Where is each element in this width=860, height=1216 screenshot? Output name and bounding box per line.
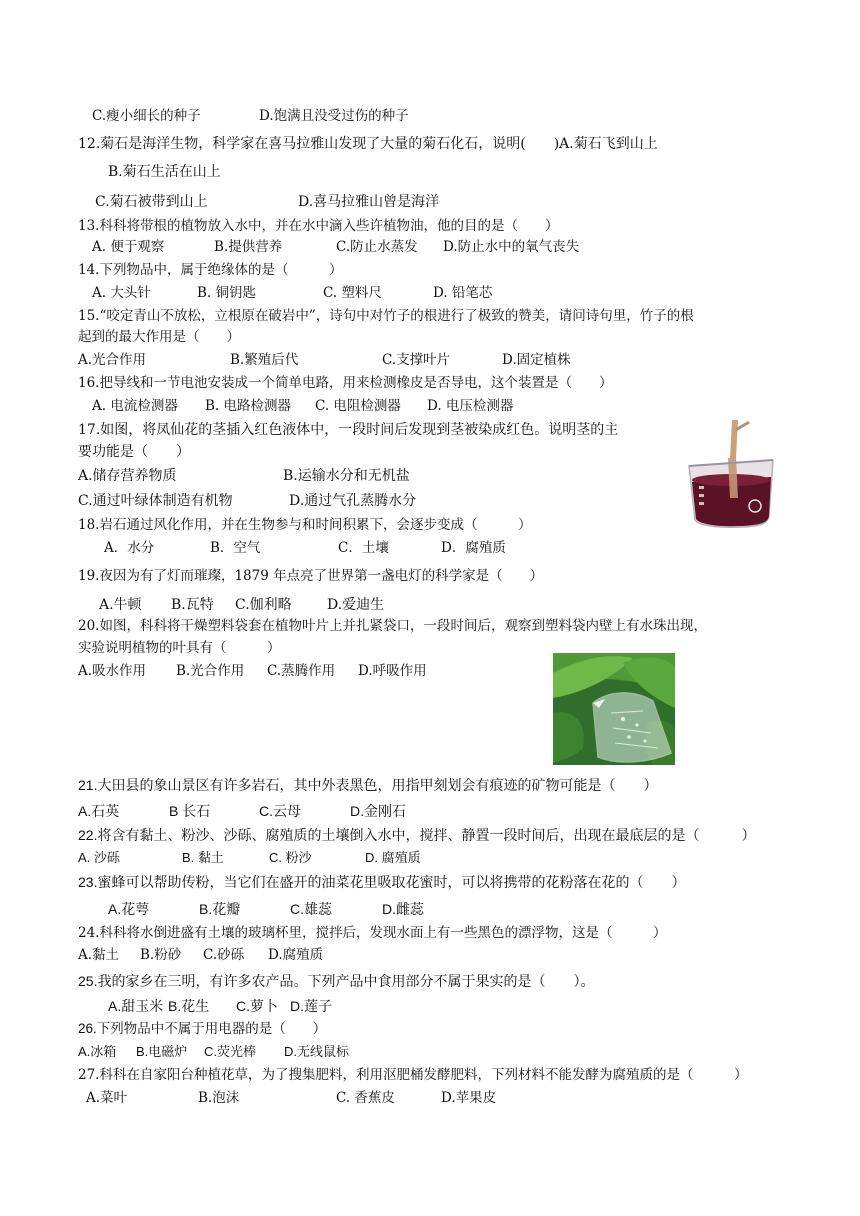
q18-option-c: C．土壤 bbox=[338, 540, 389, 556]
q15-option-b: B.繁殖后代 bbox=[230, 352, 299, 368]
q14-option-d: D. 铅笔芯 bbox=[433, 285, 493, 301]
q22-option-a: A. 沙砾 bbox=[78, 850, 120, 865]
leaf-bag-image bbox=[553, 653, 675, 765]
q14-options bbox=[92, 283, 492, 303]
q16-option-c: C. 电阻检测器 bbox=[315, 398, 401, 414]
q26-options bbox=[78, 1042, 349, 1062]
q17-option-a: A.储存营养物质 bbox=[78, 468, 177, 484]
q20-option-b: B.光合作用 bbox=[176, 663, 245, 679]
q17-stem-line2: 要功能是（ ） bbox=[78, 444, 190, 460]
q20-stem-line1: 20.如图，科科将干燥塑料袋套在植物叶片上并扎紧袋口，一段时间后，观察到塑料袋内壁上有水珠出现， bbox=[78, 618, 707, 634]
q20-stem-line2: 实验说明植物的叶具有（ ） bbox=[78, 640, 281, 656]
q21-option-a: A.石英 bbox=[78, 803, 120, 819]
leaf-bag-figure bbox=[553, 653, 675, 765]
q17-option-c: C.通过叶绿体制造有机物 bbox=[78, 493, 233, 509]
q11-option-d: D.饱满且没受过伤的种子 bbox=[259, 108, 409, 124]
q12-option-b: B.菊石生活在山上 bbox=[108, 164, 221, 180]
q19-option-b: B.瓦特 bbox=[171, 597, 214, 613]
q15-stem-line2: 起到的最大作用是（ ） bbox=[78, 329, 240, 345]
q27-option-d: D.苹果皮 bbox=[441, 1090, 497, 1106]
q26-option-a: A.冰箱 bbox=[78, 1044, 117, 1059]
beaker-image bbox=[683, 420, 779, 532]
q16-option-d: D. 电压检测器 bbox=[427, 398, 514, 414]
q24-stem: 24.科科将水倒进盛有土壤的玻璃杯里，搅拌后，发现水面上有一些黑色的漂浮物，这是（ ） bbox=[78, 925, 667, 941]
q20-option-c: C.蒸腾作用 bbox=[267, 663, 336, 679]
q25-option-a: A.甜玉米 bbox=[108, 998, 164, 1014]
q22-option-d: D. 腐殖质 bbox=[365, 850, 421, 865]
q26-stem: 26.下列物品中不属于用电器的是（ ） bbox=[78, 1021, 327, 1036]
q20-option-a: A.吸水作用 bbox=[78, 663, 147, 679]
q14-option-c: C. 塑料尺 bbox=[323, 285, 382, 301]
q25-option-b: B.花生 bbox=[168, 998, 210, 1014]
q15-option-d: D.固定植株 bbox=[502, 352, 571, 368]
q23-stem: 23.蜜蜂可以帮助传粉，当它们在盛开的油菜花里吸取花蜜时，可以将携带的花粉落在花的（ ） bbox=[78, 874, 686, 890]
q11-option-c: C.瘦小细长的种子 bbox=[92, 108, 201, 124]
q21-option-d: D.金刚石 bbox=[350, 803, 406, 819]
q18-stem: 18.岩石通过风化作用，并在生物参与和时间积累下，会逐步变成（ ） bbox=[78, 517, 532, 533]
q18-option-b: B．空气 bbox=[210, 540, 261, 556]
q18-option-a: A．水分 bbox=[104, 540, 155, 556]
q24-option-d: D.腐殖质 bbox=[268, 947, 324, 963]
q14-stem: 14.下列物品中，属于绝缘体的是（ ） bbox=[78, 262, 343, 278]
q23-option-b: B.花瓣 bbox=[199, 901, 241, 917]
q20-options bbox=[78, 661, 427, 681]
q17-option-d: D.通过气孔蒸腾水分 bbox=[289, 493, 417, 509]
q22-options bbox=[78, 848, 421, 868]
q15-option-a: A.光合作用 bbox=[78, 352, 147, 368]
q12-stem: 12.菊石是海洋生物，科学家在喜马拉雅山发现了大量的菊石化石，说明( )A.菊石飞到山上 bbox=[78, 136, 658, 152]
q21-options bbox=[78, 801, 406, 821]
q15-option-c: C.支撑叶片 bbox=[382, 352, 451, 368]
q27-options bbox=[86, 1088, 496, 1108]
q27-option-b: B.泡沫 bbox=[198, 1090, 240, 1106]
q19-stem: 19.夜因为有了灯而璀璨，1879 年点亮了世界第一盏电灯的科学家是（ ） bbox=[78, 568, 544, 584]
q27-option-c: C. 香蕉皮 bbox=[336, 1090, 395, 1106]
q25-options bbox=[108, 996, 332, 1016]
q17-options-row1 bbox=[78, 466, 410, 486]
q25-option-d: D.莲子 bbox=[290, 998, 332, 1014]
q12-options bbox=[95, 192, 439, 212]
q12-option-c: C.菊石被带到山上 bbox=[95, 194, 208, 210]
q27-option-a: A.菜叶 bbox=[86, 1090, 128, 1106]
q19-option-a: A.牛顿 bbox=[99, 597, 142, 613]
q26-option-d: D.无线鼠标 bbox=[284, 1044, 350, 1059]
q15-options bbox=[78, 350, 571, 370]
q24-option-b: B.粉砂 bbox=[140, 947, 182, 963]
q13-option-c: C.防止水蒸发 bbox=[336, 239, 418, 255]
q22-option-b: B. 黏土 bbox=[182, 850, 224, 865]
q17-stem-line1: 17.如图，将凤仙花的茎插入红色液体中，一段时间后发现到茎被染成红色。说明茎的主 bbox=[78, 422, 619, 438]
q15-stem-line1: 15.“咬定青山不放松，立根原在破岩中”，诗句中对竹子的根进行了极致的赞美，请问诗句里，竹子的根 bbox=[78, 308, 694, 324]
q14-option-b: B. 铜钥匙 bbox=[197, 285, 257, 301]
q19-option-d: D.爱迪生 bbox=[327, 597, 385, 613]
q22-option-c: C. 粉沙 bbox=[269, 850, 312, 865]
q13-option-b: B.提供营养 bbox=[214, 239, 283, 255]
q13-stem: 13.科科将带根的植物放入水中，并在水中滴入些许植物油，他的目的是（ ） bbox=[78, 218, 559, 234]
q23-option-a: A.花萼 bbox=[108, 901, 150, 917]
q13-option-a: A. 便于观察 bbox=[92, 239, 165, 255]
q26-option-b: B.电磁炉 bbox=[136, 1044, 188, 1059]
q14-option-a: A. 大头针 bbox=[92, 285, 151, 301]
q23-option-c: C.雄蕊 bbox=[290, 901, 332, 917]
q19-options bbox=[99, 595, 384, 615]
q12-option-d: D.喜马拉雅山曾是海洋 bbox=[298, 194, 440, 210]
q27-stem: 27.科科在自家阳台种植花草，为了搜集肥料，利用沤肥桶发酵肥料，下列材料不能发酵为腐殖质的是（ ） bbox=[78, 1067, 748, 1083]
q24-option-c: C.砂砾 bbox=[203, 947, 245, 963]
q19-option-c: C.伽利略 bbox=[235, 597, 292, 613]
q23-option-d: D.雌蕊 bbox=[382, 901, 424, 917]
q22-stem: 22.将含有黏土、粉沙、沙砾、腐殖质的土壤倒入水中，搅拌、静置一段时间后，出现在最底层的是（ ） bbox=[78, 827, 756, 843]
q13-option-d: D.防止水中的氧气丧失 bbox=[443, 239, 580, 255]
q20-option-d: D.呼吸作用 bbox=[358, 663, 427, 679]
q13-options bbox=[92, 237, 579, 257]
q16-options bbox=[92, 396, 513, 416]
q24-option-a: A.黏土 bbox=[78, 947, 120, 963]
q17-option-b: B.运输水分和无机盐 bbox=[283, 468, 410, 484]
q21-option-c: C.云母 bbox=[259, 803, 301, 819]
q25-option-c: C.萝卜 bbox=[236, 998, 278, 1014]
q16-stem: 16.把导线和一节电池安装成一个简单电路，用来检测橡皮是否导电，这个装置是（ ） bbox=[78, 375, 613, 391]
q11-options bbox=[92, 106, 409, 126]
q18-option-d: D．腐殖质 bbox=[441, 540, 506, 556]
q25-stem: 25.我的家乡在三明，有许多农产品。下列产品中食用部分不属于果实的是（ ）。 bbox=[78, 973, 595, 989]
beaker-stem-figure bbox=[683, 420, 779, 532]
q16-option-b: B. 电路检测器 bbox=[205, 398, 292, 414]
q21-option-b: B 长石 bbox=[169, 803, 211, 819]
q23-options bbox=[108, 899, 424, 919]
q18-options bbox=[104, 538, 506, 558]
q16-option-a: A. 电流检测器 bbox=[92, 398, 178, 414]
q24-options bbox=[78, 945, 323, 965]
q21-stem: 21.大田县的象山景区有许多岩石，其中外表黑色，用指甲刻划会有痕迹的矿物可能是（ ） bbox=[78, 777, 658, 793]
q26-option-c: C.荧光棒 bbox=[204, 1044, 257, 1059]
q17-options-row2 bbox=[78, 491, 416, 511]
